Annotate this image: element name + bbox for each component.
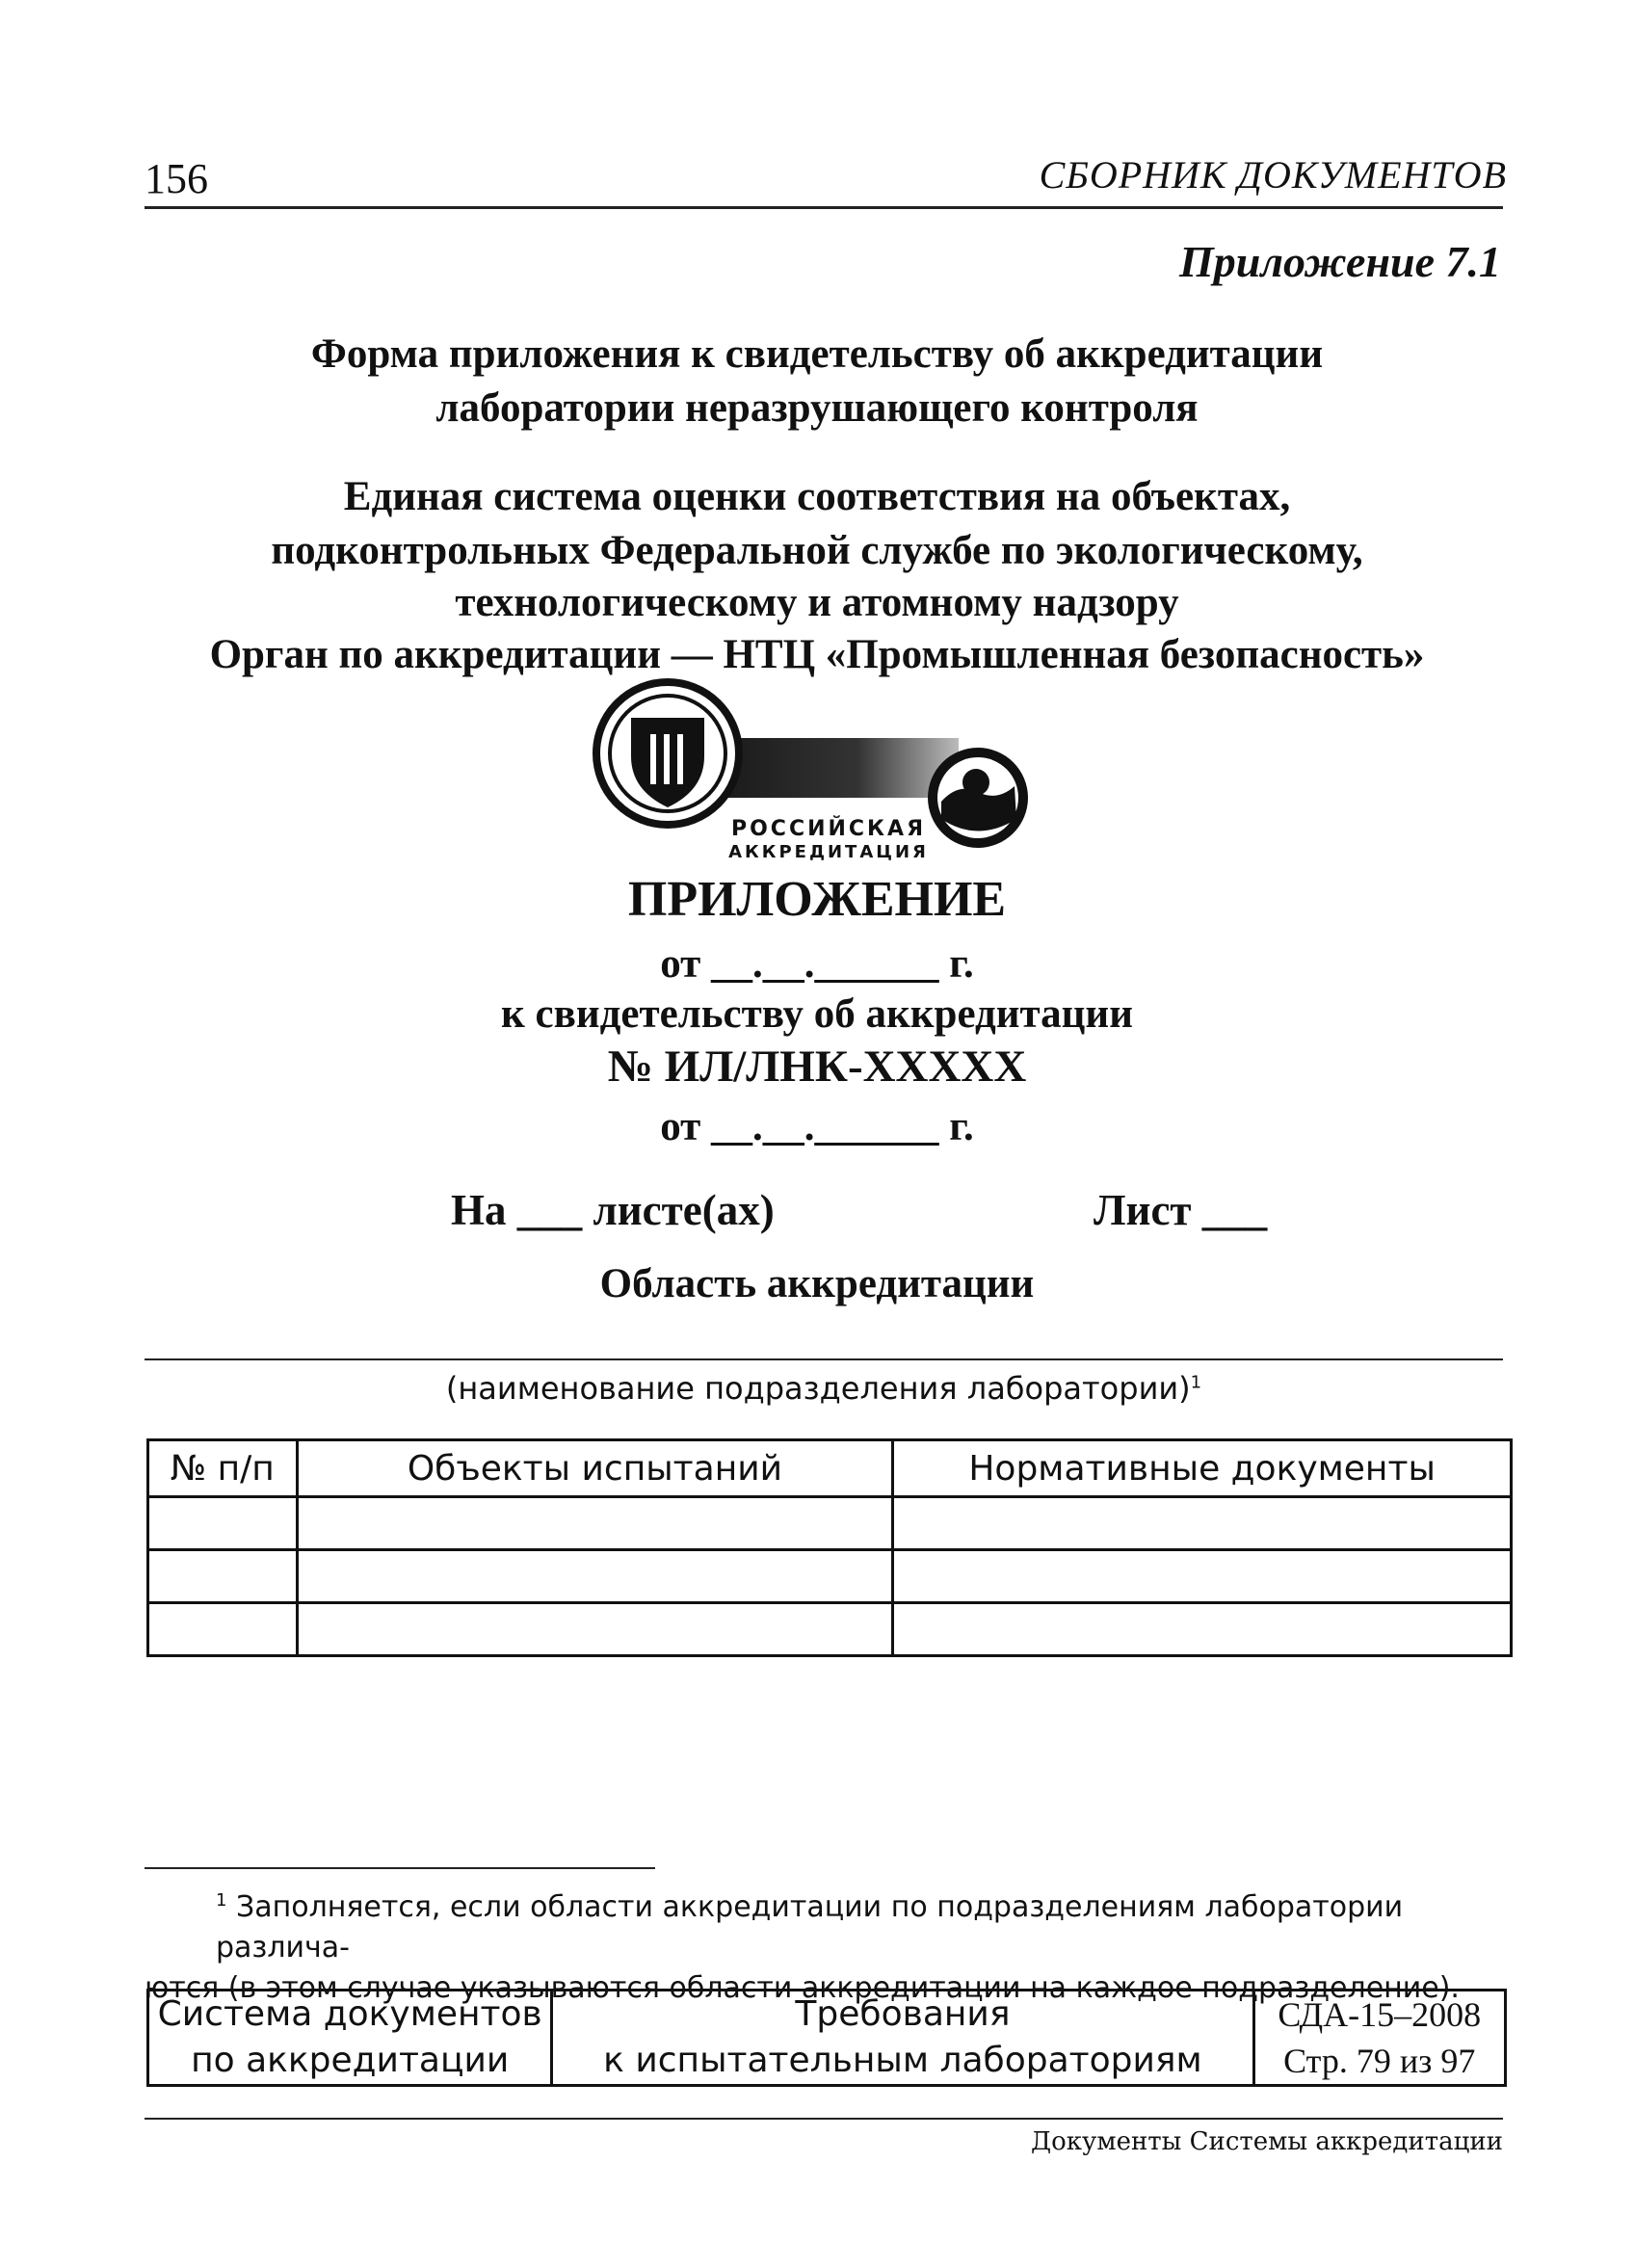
- footer-table: [146, 1989, 1507, 2087]
- certificate-number: № ИЛ/ЛНК-XXXXX: [607, 1042, 1027, 1092]
- scope-table: [146, 1438, 1513, 1657]
- to-certificate-line: к свидетельству об аккредитации: [501, 991, 1133, 1037]
- sheets-count-line: На ___ листе(ах): [451, 1186, 775, 1234]
- russian-accreditation-logo: [593, 674, 1055, 867]
- logo-graphic: [593, 674, 1055, 867]
- table-cell[interactable]: [297, 1550, 893, 1603]
- table-cell[interactable]: [893, 1497, 1512, 1550]
- table-cell[interactable]: [148, 1603, 298, 1656]
- footer-system-line-1: Система документов: [157, 1994, 542, 2034]
- system-title-line-2: подконтрольных Федеральной службе по экологическому,: [271, 528, 1363, 573]
- appendix-title: ПРИЛОЖЕНИЕ: [627, 872, 1007, 927]
- page-count: Стр. 79 из 97: [1283, 2042, 1476, 2080]
- system-title-line-1: Единая система оценки соответствия на объектах,: [343, 474, 1291, 519]
- table-cell[interactable]: [893, 1603, 1512, 1656]
- certificate-date-line: от __.__.______ г.: [660, 1104, 974, 1149]
- table-cell[interactable]: [148, 1550, 298, 1603]
- table-row: [148, 1550, 1512, 1603]
- header-rule: [145, 206, 1503, 209]
- form-title-line-2: лаборатории неразрушающего контроля: [435, 385, 1199, 431]
- footnote-marker: 1: [216, 1890, 227, 1911]
- table-cell[interactable]: [148, 1497, 298, 1550]
- document-code: СДА-15–2008: [1278, 1995, 1482, 2034]
- sheet-number-line: Лист ___: [1094, 1186, 1268, 1234]
- header-cell-number: № п/п: [148, 1440, 298, 1497]
- footer-requirements-line-1: Требования: [795, 1994, 1011, 2034]
- footnote-separator: [145, 1867, 655, 1869]
- table-cell[interactable]: [297, 1497, 893, 1550]
- bottom-rule: [145, 2118, 1503, 2120]
- system-title-line-3: технологическому и атомному надзору: [455, 580, 1179, 625]
- table-cell[interactable]: [893, 1550, 1512, 1603]
- form-title-line-1: Форма приложения к свидетельству об аккредитации: [310, 331, 1324, 377]
- table-header-row: [148, 1440, 1512, 1497]
- table-cell[interactable]: [297, 1603, 893, 1656]
- table-row: [148, 1497, 1512, 1550]
- footnote-line-1: [145, 1881, 1503, 1968]
- footnote-text-1: Заполняется, если области аккредитации по подразделениям лаборатории различа-: [216, 1890, 1404, 1965]
- footer-requirements-cell: [552, 1991, 1253, 2086]
- lab-name-caption-text: (наименование подразделения лаборатории): [445, 1370, 1191, 1407]
- header-cell-documents: Нормативные документы: [893, 1440, 1512, 1497]
- page-number: 156: [145, 155, 208, 202]
- footer-row: [148, 1991, 1506, 2086]
- lab-name-caption: [145, 1370, 1503, 1407]
- footer-system-line-2: по аккредитации: [191, 2041, 510, 2080]
- scope-title: Область аккредитации: [599, 1261, 1035, 1306]
- bottom-note: Документы Системы аккредитации: [1031, 2127, 1503, 2156]
- running-title: СБОРНИК ДОКУМЕНТОВ: [1039, 153, 1507, 197]
- footer-requirements-line-2: к испытательным лабораториям: [603, 2041, 1202, 2080]
- footer-system-cell: [148, 1991, 552, 2086]
- table-row: [148, 1603, 1512, 1656]
- logo-text-line-1: РОССИЙСКАЯ: [730, 817, 927, 841]
- lab-name-blank-line: [145, 1358, 1503, 1360]
- footer-code-cell: [1253, 1991, 1506, 2086]
- appendix-date-line: от __.__.______ г.: [660, 941, 974, 987]
- logo-text-line-2: АККРЕДИТАЦИЯ: [728, 842, 929, 862]
- footnote-line-2: ются (в этом случае указываются области аккредитации на каждое подразделение).: [145, 1971, 1460, 2005]
- appendix-label: Приложение 7.1: [1179, 237, 1501, 286]
- accreditation-body-line: Орган по аккредитации — НТЦ «Промышленная безопасность»: [209, 632, 1425, 677]
- header-cell-objects: Объекты испытаний: [297, 1440, 893, 1497]
- caption-footnote-marker: 1: [1190, 1372, 1202, 1393]
